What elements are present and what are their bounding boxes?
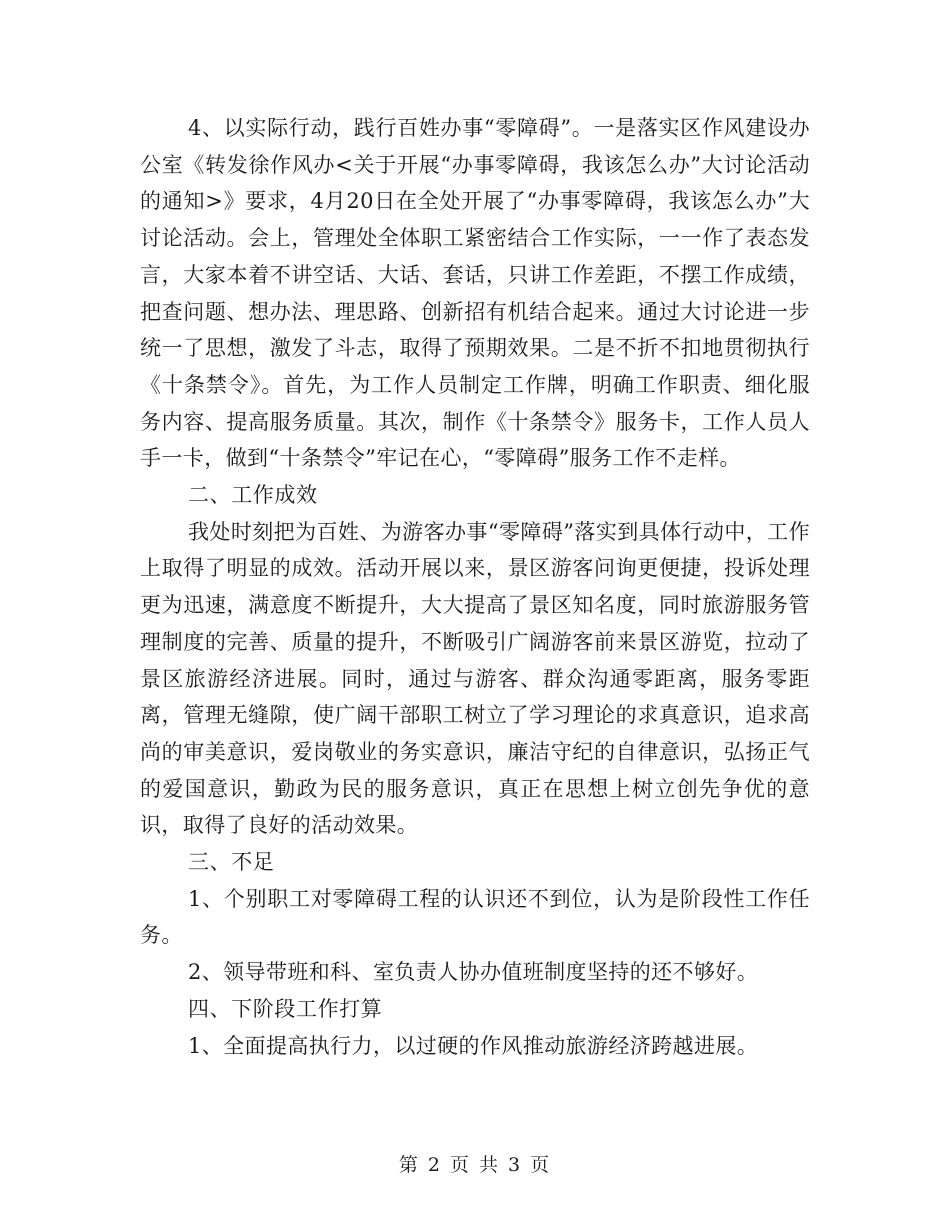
paragraph-shortcoming-1: 1、个别职工对零障碍工程的认识还不到位，认为是阶段性工作任务。 xyxy=(140,886,810,948)
paragraph-shortcoming-2: 2、领导带班和科、室负责人协办值班制度坚持的还不够好。 xyxy=(188,960,759,985)
paragraph-zero-barrier-action: 4、以实际行动，践行百姓办事“零障碍”。一是落实区作风建设办公室《转发徐作风办<关于开展“办事零障碍，我该怎么办”大讨论活动的通知>》要求，4月20日在全处开展了“办事零障碍，我该怎么办”大讨论活动。会上，管理处全体职工紧密结合工作实际，一一作了表态发言，大家本着不讲空话、大话、套话，只讲工作差距，不摆工作成绩，把查问题、想办法、理思路、创新招有机结合起来。通过大讨论进一步统一了思想，激发了斗志，取得了预期效果。二是不折不扣地贯彻执行《十条禁令》。首先，为工作人员制定工作牌，明确工作职责、细化服务内容、提高服务质量。其次，制作《十条禁令》服务卡，工作人员人手一卡，做到“十条禁令”牢记在心，“零障碍”服务工作不走样。 xyxy=(140,116,810,471)
section-heading-next-plan: 四、下阶段工作打算 xyxy=(188,996,383,1021)
paragraph-results: 我处时刻把为百姓、为游客办事“零障碍”落实到具体行动中，工作上取得了明显的成效。活动开展以来，景区游客问询更便捷，投诉处理更为迅速，满意度不断提升，大大提高了景区知名度，同时旅游服务管理制度的完善、质量的提升，不断吸引广阔游客前来景区游览，拉动了景区旅游经济进展。同时，通过与游客、群众沟通零距离，服务零距离，管理无缝隙，使广阔干部职工树立了学习理论的求真意识，追求高尚的审美意识，爱岗敬业的务实意识，廉洁守纪的自律意识，弘扬正气的爱国意识，勤政为民的服务意识，真正在思想上树立创先争优的意识，取得了良好的活动效果。 xyxy=(140,519,810,838)
document-body xyxy=(140,110,810,1064)
section-heading-results: 二、工作成效 xyxy=(188,483,318,508)
paragraph-next-plan-1: 1、全面提高执行力，以过硬的作风推动旅游经济跨越进展。 xyxy=(188,1033,759,1058)
page-number-footer: 第 2 页 共 3 页 xyxy=(398,1154,552,1176)
section-heading-shortcomings: 三、不足 xyxy=(188,850,275,875)
